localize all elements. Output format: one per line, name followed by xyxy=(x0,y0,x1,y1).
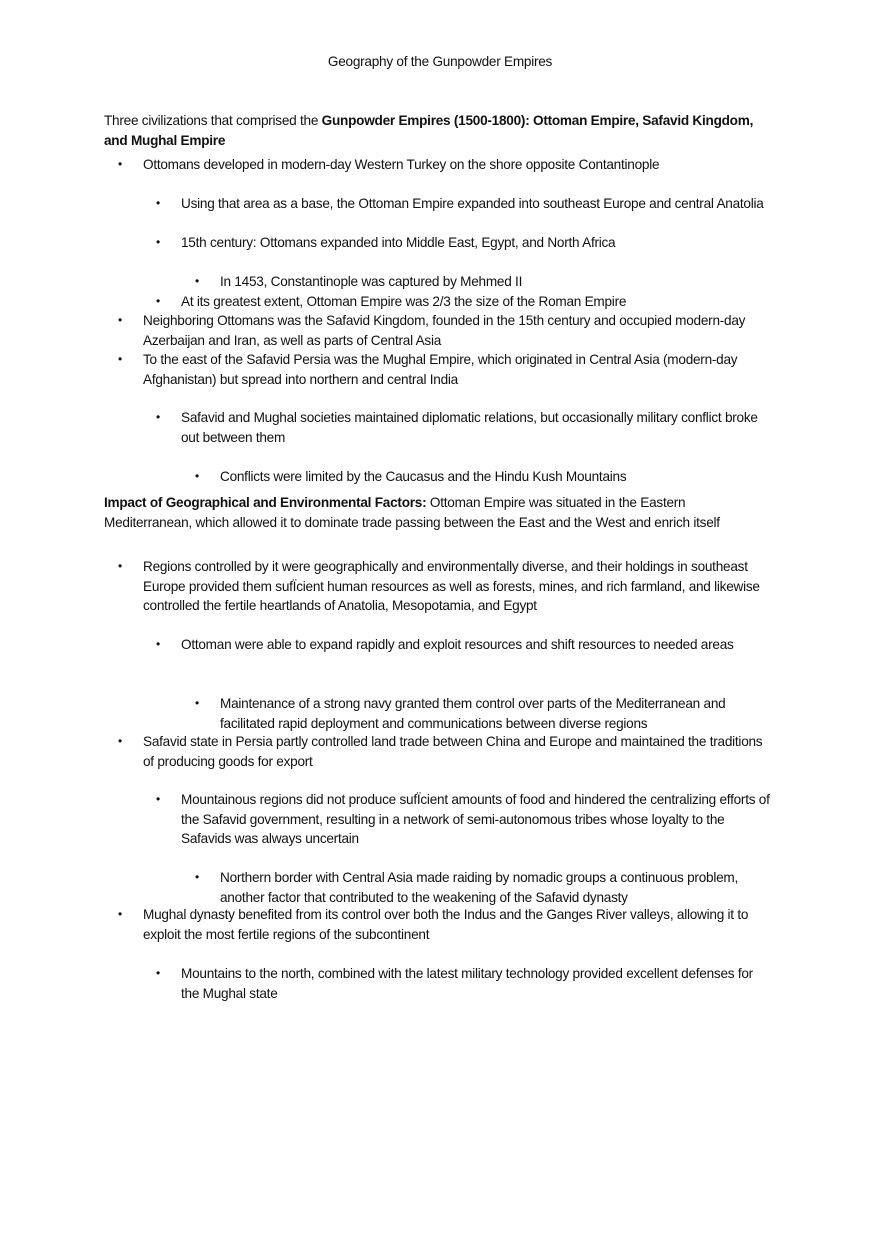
list-item xyxy=(156,790,773,849)
list-item-text: Conflicts were limited by the Caucasus and the Hindu Kush Mountains xyxy=(220,469,627,484)
bullet-icon: • xyxy=(195,870,199,884)
bullet-icon: • xyxy=(156,966,160,980)
bullet-icon: • xyxy=(195,469,199,483)
bullet-icon: • xyxy=(118,559,122,573)
list-item-text: Safavid state in Persia partly controlled land trade between China and Europe and maintained the traditions of producing goods for export xyxy=(143,734,763,769)
list-item-text: Ottoman were able to expand rapidly and exploit resources and shift resources to needed areas xyxy=(181,637,734,652)
list-item-text: Regions controlled by it were geographically and environmentally diverse, and their holdings in southeast Europe provided them sufÏcient human resources as well as forests, mines, and rich farmland, and likewise controlled the fertile heartlands of Anatolia, Mesopotamia, and Egypt xyxy=(143,559,760,614)
bullet-icon: • xyxy=(156,235,160,249)
bullet-icon: • xyxy=(156,196,160,210)
list-item xyxy=(156,233,773,253)
impact-heading: Impact of Geographical and Environmental Factors: xyxy=(104,495,427,510)
list-item-text: Mountains to the north, combined with the latest military technology provided excellent defenses for the Mughal state xyxy=(181,966,753,1001)
list-item-text: Mughal dynasty benefited from its control over both the Indus and the Ganges River valleys, allowing it to exploit the most fertile regions of the subcontinent xyxy=(143,907,749,942)
list-item xyxy=(118,732,773,771)
list-item xyxy=(156,635,773,655)
list-item xyxy=(195,467,772,487)
list-item xyxy=(195,694,772,733)
list-item-text: To the east of the Safavid Persia was the Mughal Empire, which originated in Central Asia (modern-day Afghanistan) but spread into northern and central India xyxy=(143,352,738,387)
list-item-text: Neighboring Ottomans was the Safavid Kingdom, founded in the 15th century and occupied modern-day Azerbaijan and Iran, as well as parts of Central Asia xyxy=(143,313,746,348)
list-item xyxy=(156,964,773,1003)
intro-bold: Gunpowder Empires (1500-1800): Ottoman Empire, Safavid Kingdom, and Mughal Empire xyxy=(104,113,754,148)
list-item xyxy=(118,557,773,616)
list-item-text: Maintenance of a strong navy granted them control over parts of the Mediterranean and facilitated rapid deployment and communications between diverse regions xyxy=(220,696,726,731)
bullet-icon: • xyxy=(118,157,122,171)
list-item xyxy=(156,292,773,312)
bullet-icon: • xyxy=(118,352,122,366)
bullet-icon: • xyxy=(118,907,122,921)
list-item xyxy=(156,408,773,447)
list-item-text: At its greatest extent, Ottoman Empire was 2/3 the size of the Roman Empire xyxy=(181,294,627,309)
list-item xyxy=(118,311,773,350)
list-item-text: Northern border with Central Asia made raiding by nomadic groups a continuous problem, another factor that contributed to the weakening of the Safavid dynasty xyxy=(220,870,739,905)
list-item xyxy=(118,350,773,389)
list-item xyxy=(118,905,773,944)
bullet-icon: • xyxy=(118,313,122,327)
bullet-icon: • xyxy=(195,696,199,710)
list-item xyxy=(118,155,773,175)
bullet-icon: • xyxy=(156,294,160,308)
document-title: Geography of the Gunpowder Empires xyxy=(327,54,553,69)
impact-paragraph xyxy=(104,493,774,532)
list-item-text: Using that area as a base, the Ottoman Empire expanded into southeast Europe and central Anatolia xyxy=(181,196,764,211)
bullet-icon: • xyxy=(156,637,160,651)
list-item xyxy=(156,194,773,214)
intro-text: Three civilizations that comprised the xyxy=(104,113,322,128)
list-item xyxy=(195,272,772,292)
bullet-icon: • xyxy=(195,274,199,288)
intro-paragraph xyxy=(104,111,774,150)
list-item xyxy=(195,868,772,907)
bullet-icon: • xyxy=(156,792,160,806)
list-item-text: Safavid and Mughal societies maintained diplomatic relations, but occasionally military conflict broke out between them xyxy=(181,410,758,445)
list-item-text: 15th century: Ottomans expanded into Middle East, Egypt, and North Africa xyxy=(181,235,616,250)
impact-text: Ottoman Empire was situated in the Eastern Mediterranean, which allowed it to dominate trade passing between the East and the West and enrich itself xyxy=(104,495,720,530)
bullet-icon: • xyxy=(118,734,122,748)
list-item-text: Mountainous regions did not produce sufÏcient amounts of food and hindered the centralizing efforts of the Safavid government, resulting in a network of semi-autonomous tribes whose loyalty to the Safavids was always uncertain xyxy=(181,792,770,847)
bullet-icon: • xyxy=(156,410,160,424)
list-item-text: Ottomans developed in modern-day Western Turkey on the shore opposite Contantinople xyxy=(143,157,660,172)
list-item-text: In 1453, Constantinople was captured by Mehmed II xyxy=(220,274,523,289)
